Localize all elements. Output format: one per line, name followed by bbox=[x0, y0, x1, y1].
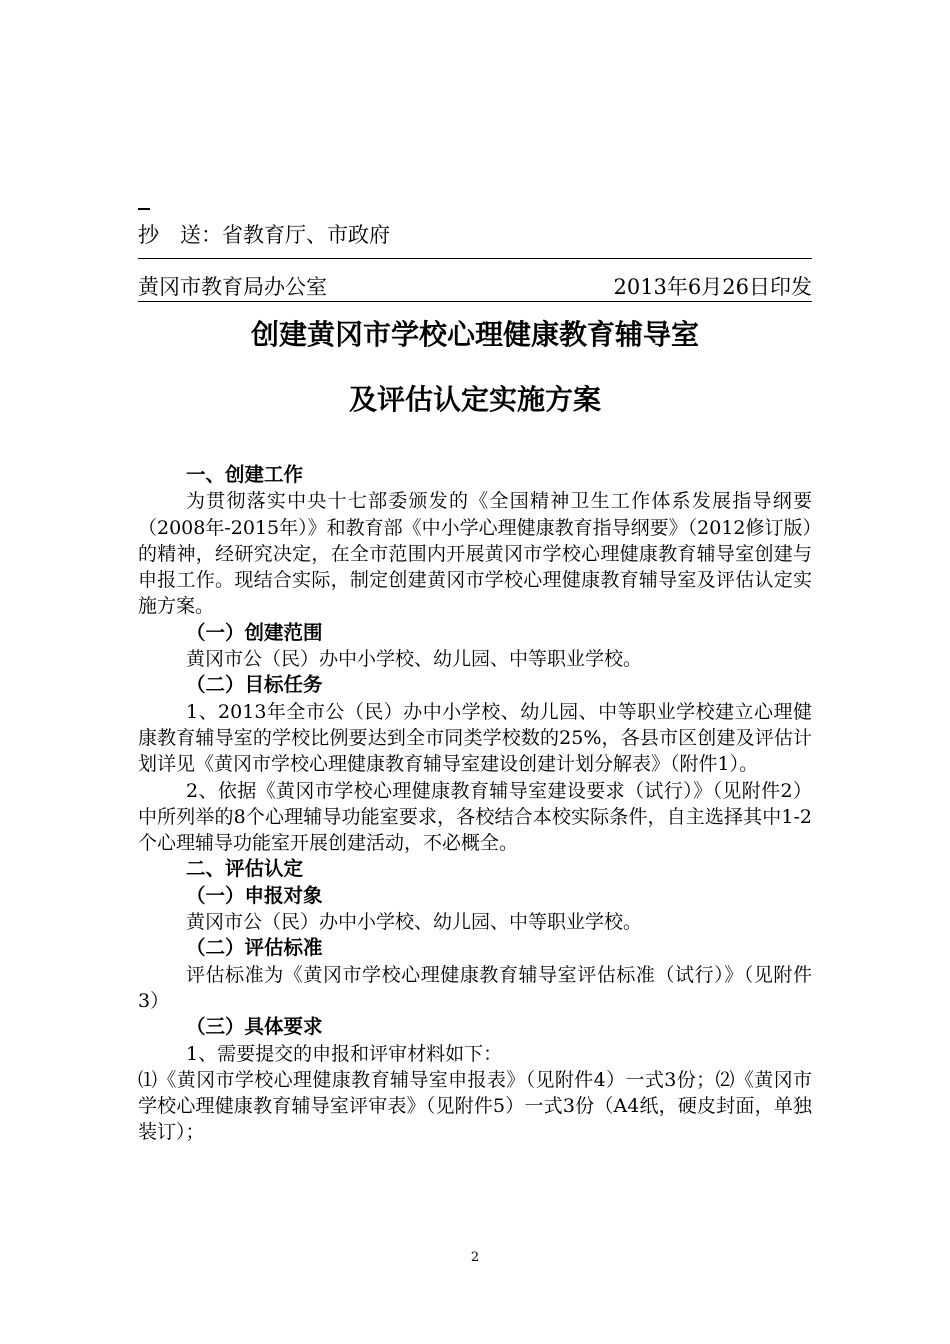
requirements-item-1: 1、需要提交的申报和评审材料如下： bbox=[186, 1042, 503, 1065]
issuing-office: 黄冈市教育局办公室 bbox=[138, 275, 327, 299]
page-number: 2 bbox=[470, 1250, 480, 1265]
top-dash-mark bbox=[138, 208, 150, 210]
issuer-line bbox=[138, 272, 812, 302]
cc-line: 抄 送：省教育厅、市政府 bbox=[138, 223, 390, 247]
subsection-heading-scope: （一）创建范围 bbox=[186, 620, 323, 644]
section-heading-2: 二、评估认定 bbox=[186, 857, 304, 881]
cc-divider bbox=[138, 258, 812, 259]
subsection-heading-standards: （二）评估标准 bbox=[186, 936, 323, 960]
subsection-heading-requirements: （三）具体要求 bbox=[186, 1015, 323, 1039]
goals-item-1: 1、2013年全市公（民）办中小学校、幼儿园、中等职业学校建立心理健康教育辅导室的学校比例要达到全市同类学校数的25%，各县市区创建及评估计划详见《黄冈市学校心理健康教育辅导室建设创建计划分解表》（附件1）。 bbox=[138, 700, 812, 776]
subsection-heading-goals: （二）目标任务 bbox=[186, 673, 323, 697]
issuer-divider bbox=[138, 301, 812, 302]
document-title-line2: 及评估认定实施方案 bbox=[348, 383, 601, 416]
document-title-line1: 创建黄冈市学校心理健康教育辅导室 bbox=[250, 318, 699, 351]
requirements-item-1-detail: ⑴《黄冈市学校心理健康教育辅导室申报表》（见附件4）一式3份；⑵《黄冈市学校心理健康教育辅导室评审表》（见附件5）一式3份（A4纸，硬皮封面，单独装订）； bbox=[138, 1068, 812, 1144]
subsection-heading-applicants: （一）申报对象 bbox=[186, 883, 323, 907]
section-heading-1: 一、创建工作 bbox=[186, 463, 304, 486]
print-date: 2013年6月26日印发 bbox=[613, 275, 812, 299]
scope-text: 黄冈市公（民）办中小学校、幼儿园、中等职业学校。 bbox=[186, 648, 643, 671]
section-1-paragraph: 为贯彻落实中央十七部委颁发的《全国精神卫生工作体系发展指导纲要（2008年-2015年）》和教育部《中小学心理健康教育指导纲要》（2012修订版）的精神，经研究决定，在全市范围内开展黄冈市学校心理健康教育辅导室创建与申报工作。现结合实际，制定创建黄冈市学校心理健康教育辅导室及评估认定实施方案。 bbox=[138, 490, 812, 618]
document-body bbox=[138, 462, 812, 1146]
applicants-text: 黄冈市公（民）办中小学校、幼儿园、中等职业学校。 bbox=[186, 911, 643, 934]
goals-item-2: 2、依据《黄冈市学校心理健康教育辅导室建设要求（试行）》（见附件2）中所列举的8个心理辅导功能室要求，各校结合本校实际条件，自主选择其中1-2个心理辅导功能室开展创建活动，不必概全。 bbox=[138, 779, 812, 855]
standards-text: 评估标准为《黄冈市学校心理健康教育辅导室评估标准（试行）》（见附件3） bbox=[138, 963, 812, 1012]
